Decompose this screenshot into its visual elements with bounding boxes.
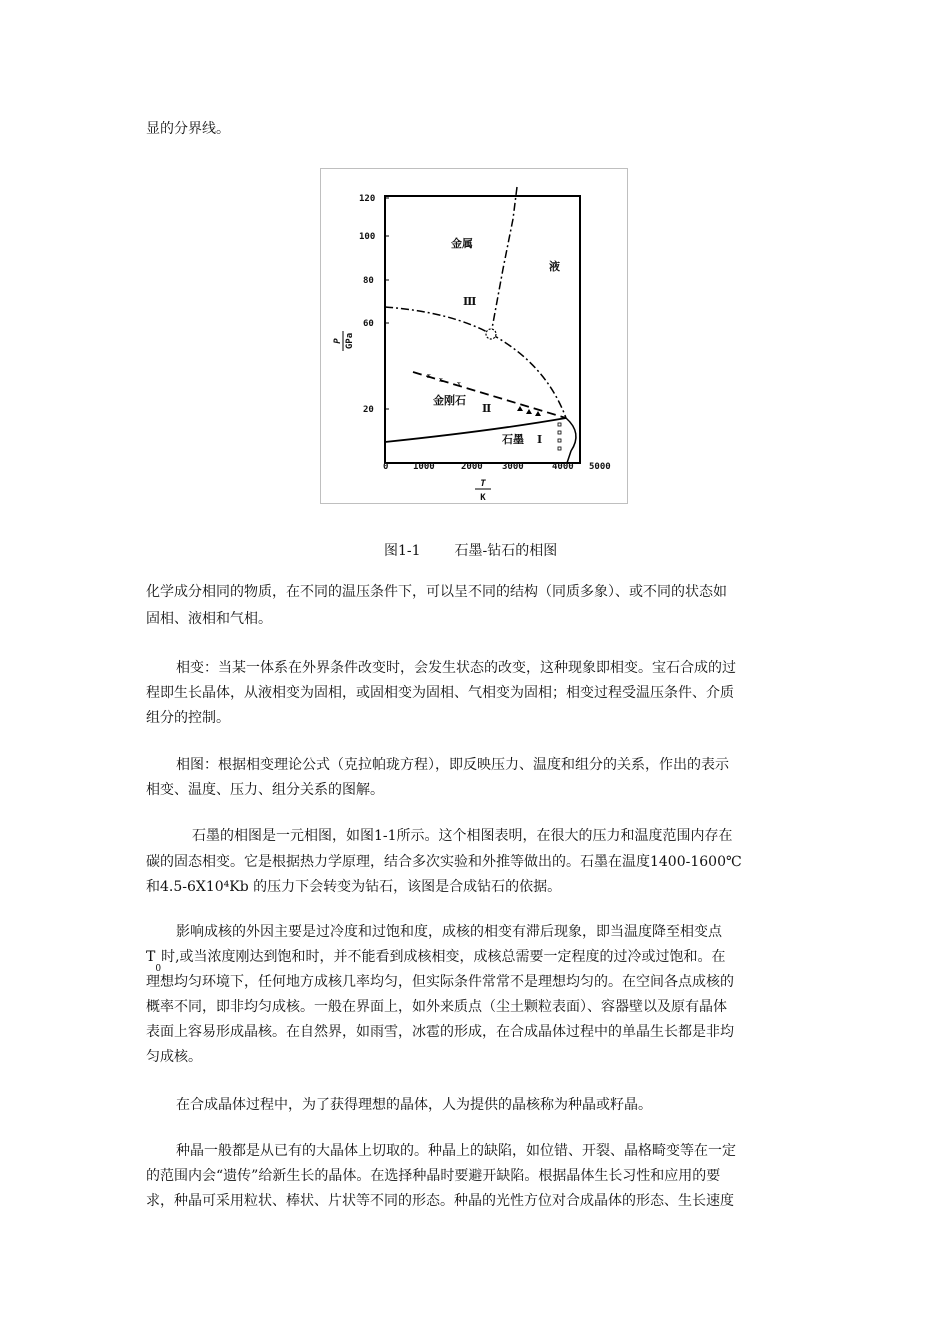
y-axis-label (333, 331, 355, 351)
paragraph-3-line-2: 相变、温度、压力、组分关系的图解。 (146, 782, 384, 798)
svg-text:x: x (427, 372, 431, 380)
figure-caption (384, 540, 557, 560)
top-line: 显的分界线。 (146, 121, 230, 137)
region-metal-label: 金属 (451, 237, 473, 250)
t0-subscript: 0 (155, 963, 162, 974)
paragraph-4-line-3: 和4.5-6X10⁴Kb 的压力下会转变为钻石，该图是合成钻石的依据。 (146, 879, 562, 895)
y-tick-100: 100 (359, 232, 376, 242)
x-axis-label (475, 479, 491, 503)
y-tick-60: 60 (363, 319, 374, 329)
region-I-label: Ⅰ (537, 433, 543, 446)
region-graphite-label: 石墨 (502, 433, 524, 446)
t0-symbol: T (146, 949, 156, 965)
region-diamond-label: 金刚石 (433, 394, 466, 407)
metal-diamond-boundary (385, 307, 491, 334)
svg-text:x: x (457, 380, 461, 388)
x-tick-3000: 3000 (502, 462, 524, 472)
paragraph-2-line-2: 程即生长晶体，从液相变为固相，或固相变为固相、气相变为固相；相变过程受温压条件、介质 (146, 685, 734, 701)
paragraph-5-line-6: 匀成核。 (146, 1049, 202, 1065)
data-point-triangles (517, 406, 541, 416)
caption-label: 图1-1 (384, 543, 421, 559)
x-tick-5000: 5000 (589, 462, 611, 472)
paragraph-7-line-3: 求，种晶可采用粒状、棒状、片状等不同的形态。种晶的光性方位对合成晶体的形态、生长速度 (146, 1193, 734, 1209)
paragraph-7-line-1: 种晶一般都是从已有的大晶体上切取的。种晶上的缺陷，如位错、开裂、晶格畸变等在一定 (176, 1143, 736, 1159)
y-tick-120: 120 (359, 194, 376, 204)
svg-text:GPa: GPa (345, 332, 355, 350)
metal-liquid-boundary (491, 187, 517, 334)
region-III-label: Ⅲ (463, 295, 477, 308)
svg-text:K: K (480, 493, 486, 503)
paragraph-4-line-1: 石墨的相图是一元相图，如图1-1所示。这个相图表明，在很大的压力和温度范围内存在 (192, 828, 733, 844)
x-tick-1000: 1000 (413, 462, 435, 472)
y-tick-20: 20 (363, 405, 374, 415)
paragraph-5-line-4: 概率不同，即非均匀成核。一般在界面上，如外来质点（尘土颗粒表面）、容器壁以及原有晶体 (146, 999, 727, 1015)
triple-point-marker (486, 329, 496, 339)
paragraph-2-line-1: 相变：当某一体系在外界条件改变时，会发生状态的改变，这种现象即相变。宝石合成的过 (176, 660, 736, 676)
paragraph-3-line-1: 相图：根据相变理论公式（克拉帕珑方程），即反映压力、温度和组分的关系，作出的表示 (176, 757, 729, 773)
paragraph-2-line-3: 组分的控制。 (146, 710, 230, 726)
diamond-liquid-boundary (491, 334, 566, 418)
phase-diagram-svg (321, 169, 629, 505)
x-tick-4000: 4000 (552, 462, 574, 472)
paragraph-5-line-5: 表面上容易形成晶核。在自然界，如雨雪，冰雹的形成，在合成晶体过程中的单晶生长都是非均 (146, 1024, 734, 1040)
x-tick-0: 0 (383, 462, 389, 472)
paragraph-1-line-1: 化学成分相同的物质，在不同的温压条件下，可以呈不同的结构（同质多象）、或不同的状态如 (146, 584, 727, 600)
y-tick-80: 80 (363, 276, 374, 286)
paragraph-5-line-3: 理想均匀环境下，任何地方成核几率均匀，但实际条件常常不是理想均匀的。在空间各点成核的 (146, 974, 734, 990)
svg-text:P: P (333, 338, 343, 344)
paragraph-6-line-1: 在合成晶体过程中，为了获得理想的晶体，人为提供的晶核称为种晶或籽晶。 (176, 1097, 652, 1113)
svg-text:T: T (480, 479, 486, 489)
paragraph-7-line-2: 的范围内会“遗传”给新生长的晶体。在选择种晶时要避开缺陷。根据晶体生长习性和应用的要 (146, 1168, 721, 1184)
phase-diagram-figure (320, 168, 628, 504)
paragraph-5-line-2-text: 时,或当浓度刚达到饱和时，并不能看到成核相变，成核总需要一定程度的过冷或过饱和。在 (161, 949, 726, 965)
region-liquid-label: 液 (549, 260, 560, 273)
graphite-liquid-boundary (566, 418, 576, 463)
caption-title: 石墨-钻石的相图 (454, 543, 558, 559)
x-tick-2000: 2000 (461, 462, 483, 472)
paragraph-4-line-2: 碳的固态相变。它是根据热力学原理，结合多次实验和外推等做出的。石墨在温度1400-1600℃ (146, 854, 742, 870)
paragraph-5-line-1: 影响成核的外因主要是过冷度和过饱和度，成核的相变有滞后现象，即当温度降至相变点 (176, 924, 722, 940)
region-II-label: Ⅱ (482, 402, 492, 415)
paragraph-1-line-2: 固相、液相和气相。 (146, 611, 272, 627)
paragraph-5-line-2 (146, 948, 726, 972)
svg-text:x: x (439, 376, 443, 384)
